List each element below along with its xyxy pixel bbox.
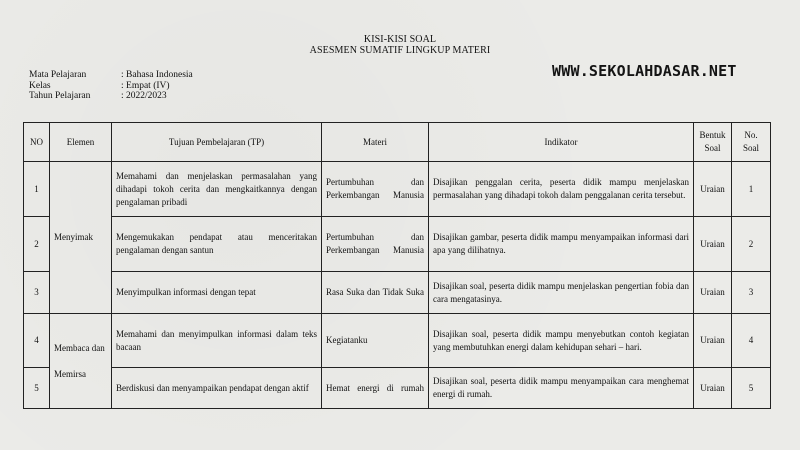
kisi-kisi-table xyxy=(23,122,771,409)
cell-nosoal: 2 xyxy=(732,217,771,272)
table-row xyxy=(24,368,771,409)
meta-value: : Bahasa Indonesia xyxy=(121,70,193,80)
table-header-row xyxy=(24,123,771,162)
cell-no: 1 xyxy=(24,162,50,217)
cell-materi: Pertumbuhan dan Perkembangan Manusia xyxy=(322,162,429,217)
header-bentuk: Bentuk Soal xyxy=(694,123,732,162)
cell-materi: Hemat energi di rumah xyxy=(322,368,429,409)
meta-row-mapel xyxy=(29,70,193,81)
document-title: KISI-KISI SOAL xyxy=(363,34,437,45)
cell-materi: Rasa Suka dan Tidak Suka xyxy=(322,272,429,314)
cell-bentuk: Uraian xyxy=(694,162,732,217)
cell-no: 4 xyxy=(24,314,50,368)
header-materi: Materi xyxy=(322,123,429,162)
meta-row-kelas xyxy=(29,81,193,92)
cell-materi: Pertumbuhan dan Perkembangan Manusia xyxy=(322,217,429,272)
cell-indikator: Disajikan soal, peserta didik mampu menyampaikan cara menghemat energi di rumah. xyxy=(429,368,694,409)
table-row xyxy=(24,314,771,368)
meta-key: Kelas xyxy=(29,80,51,91)
cell-bentuk: Uraian xyxy=(694,217,732,272)
meta-key: Mata Pelajaran xyxy=(29,70,87,80)
header-elemen: Elemen xyxy=(50,123,112,162)
table-row xyxy=(24,272,771,314)
header-indikator: Indikator xyxy=(429,123,694,162)
cell-indikator: Disajikan penggalan cerita, peserta didik mampu menjelaskan permasalahan yang dihadapi tokoh dalam penggalanan cerita tersebut. xyxy=(429,162,694,217)
cell-bentuk: Uraian xyxy=(694,368,732,409)
cell-bentuk: Uraian xyxy=(694,272,732,314)
cell-no: 2 xyxy=(24,217,50,272)
cell-indikator: Disajikan soal, peserta didik mampu menyebutkan contoh kegiatan yang membutuhkan energi dalam kehidupan sehari – hari. xyxy=(429,314,694,368)
meta-value: : 2022/2023 xyxy=(121,91,167,101)
meta-key: Tahun Pelajaran xyxy=(29,91,91,101)
cell-tp: Mengemukakan pendapat atau menceritakan pengalaman dengan santun xyxy=(112,217,322,272)
table-row xyxy=(24,162,771,217)
meta-value: : Empat (IV) xyxy=(121,80,170,91)
cell-nosoal: 3 xyxy=(732,272,771,314)
cell-no: 5 xyxy=(24,368,50,409)
cell-tp: Berdiskusi dan menyampaikan pendapat dengan aktif xyxy=(112,368,322,409)
cell-tp: Menyimpulkan informasi dengan tepat xyxy=(112,272,322,314)
header-nosoal: No. Soal xyxy=(732,123,771,162)
cell-bentuk: Uraian xyxy=(694,314,732,368)
cell-elemen-menyimak: Menyimak xyxy=(50,162,112,314)
cell-nosoal: 5 xyxy=(732,368,771,409)
cell-nosoal: 1 xyxy=(732,162,771,217)
cell-indikator: Disajikan gambar, peserta didik mampu menyampaikan informasi dari apa yang dilihatnya. xyxy=(429,217,694,272)
cell-tp: Memahami dan menjelaskan permasalahan yang dihadapi tokoh cerita dan mengkaitkannya dengan pengalaman pribadi xyxy=(112,162,322,217)
header-tp: Tujuan Pembelajaran (TP) xyxy=(112,123,322,162)
cell-tp: Memahami dan menyimpulkan informasi dalam teks bacaan xyxy=(112,314,322,368)
watermark-text: WWW.SEKOLAHDASAR.NET xyxy=(552,62,737,80)
cell-materi: Kegiatanku xyxy=(322,314,429,368)
cell-nosoal: 4 xyxy=(732,314,771,368)
document-meta xyxy=(29,70,193,102)
header-no: NO xyxy=(24,123,50,162)
cell-indikator: Disajikan soal, peserta didik mampu menjelaskan pengertian fobia dan cara mengatasinya. xyxy=(429,272,694,314)
meta-row-tahun xyxy=(29,91,193,102)
document-subtitle: ASESMEN SUMATIF LINGKUP MATERI xyxy=(309,45,491,56)
cell-elemen-membaca: Membaca dan Memirsa xyxy=(50,314,112,409)
cell-no: 3 xyxy=(24,272,50,314)
table-row xyxy=(24,217,771,272)
